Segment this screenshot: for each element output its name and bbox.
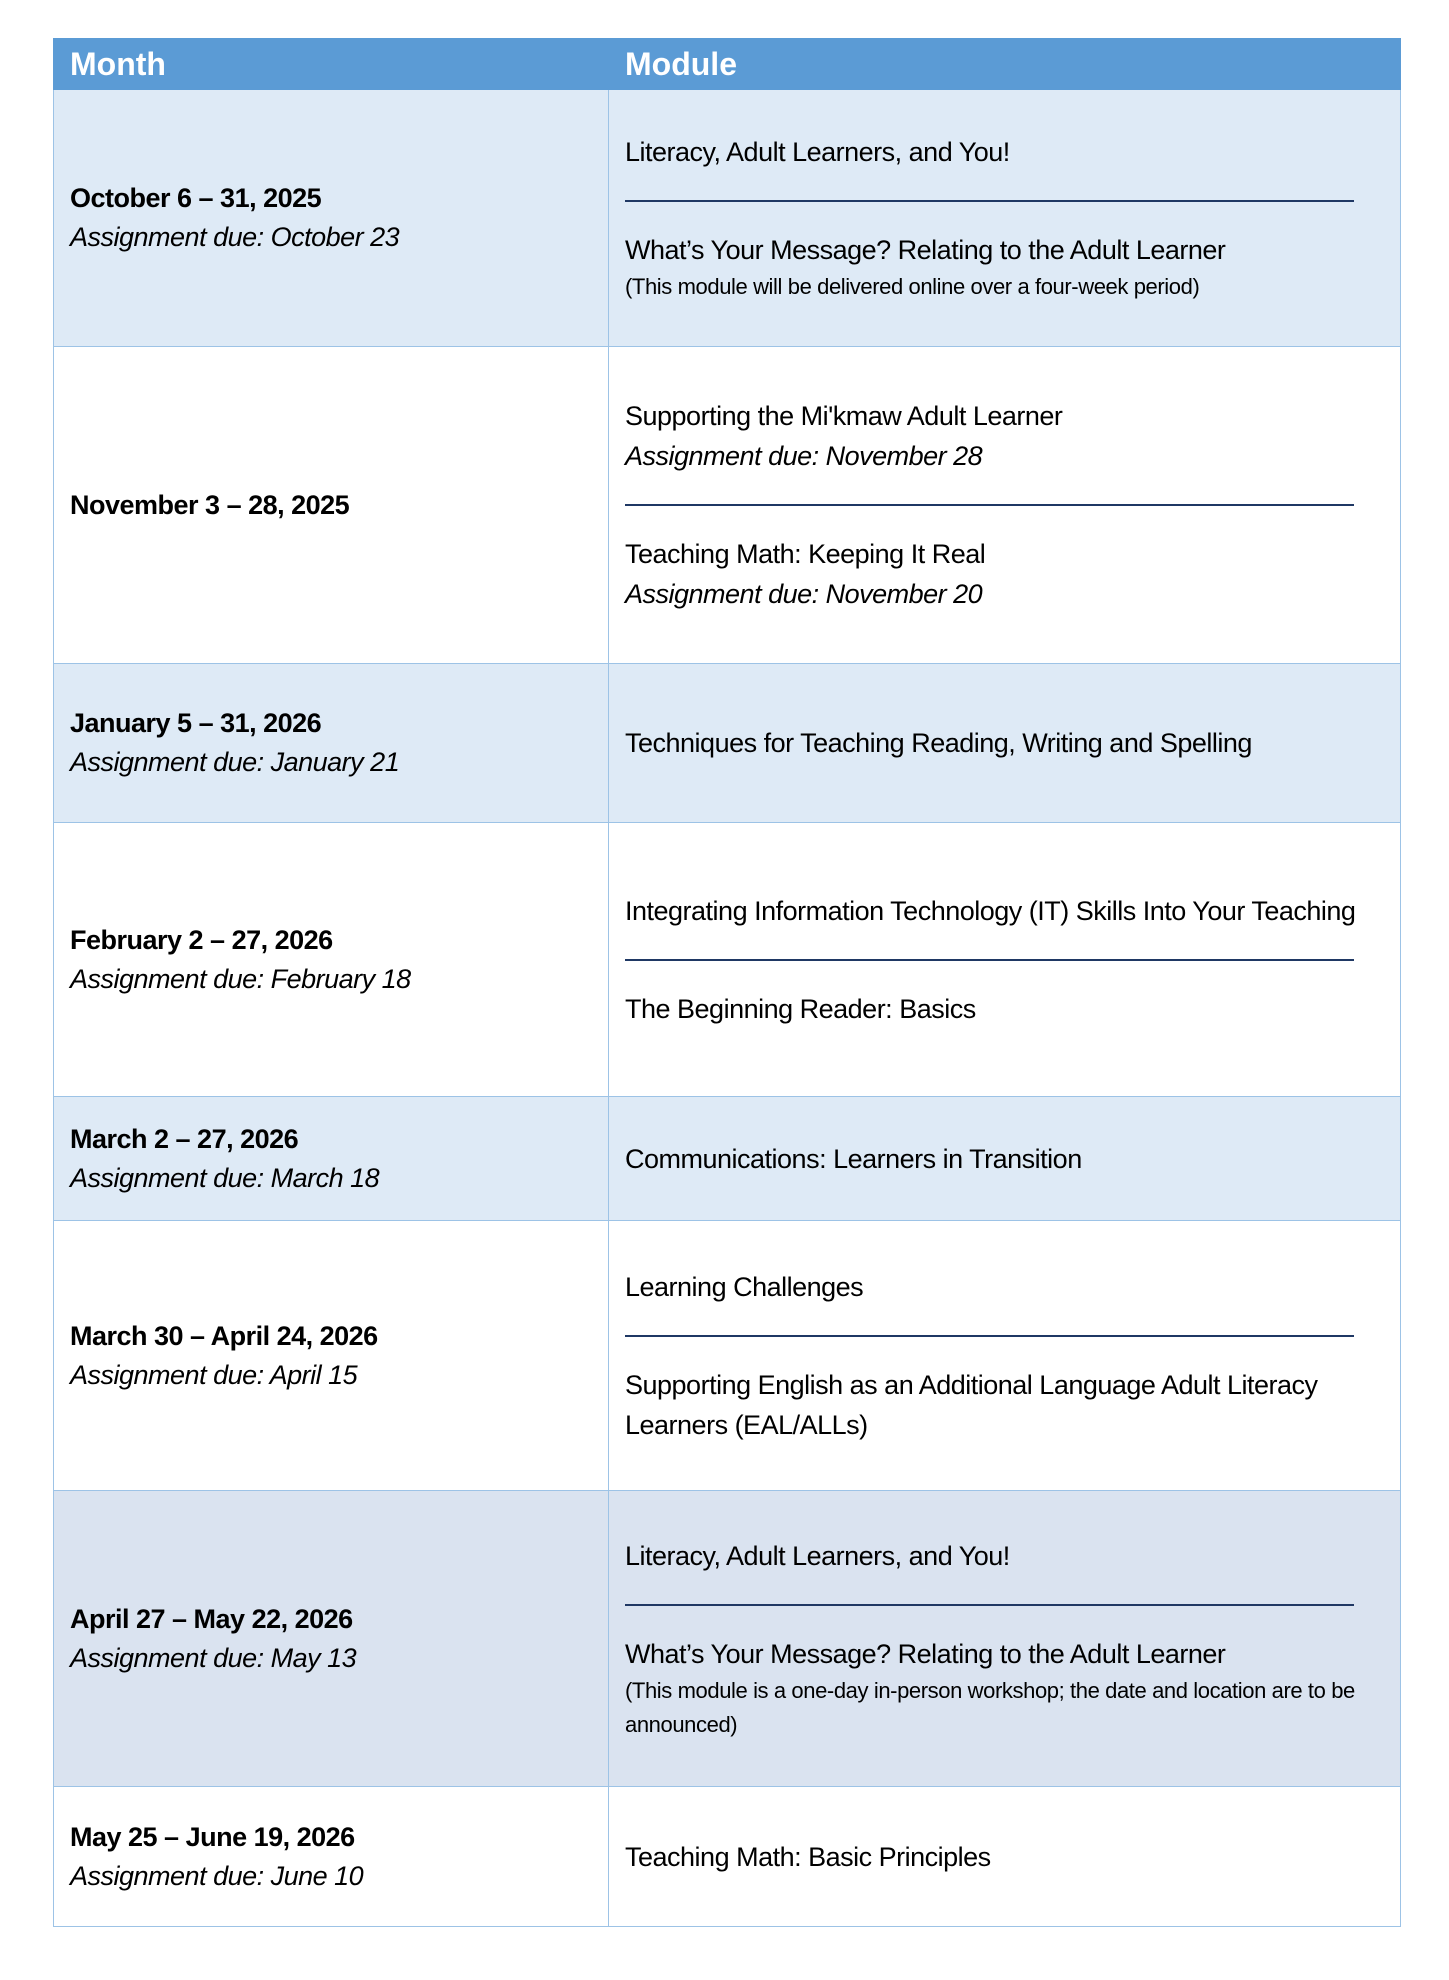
assignment-due: Assignment due: January 21 — [70, 747, 400, 777]
module-title: Teaching Math: Keeping It Real — [625, 539, 986, 569]
date-range: February 2 – 27, 2026 — [70, 924, 333, 955]
module-assignment-due: Assignment due: November 28 — [625, 441, 983, 471]
month-header: Month — [54, 39, 609, 90]
module-note: (This module will be delivered online over a four-week period) — [625, 274, 1200, 299]
module-title: What’s Your Message? Relating to the Adult Learner — [625, 235, 1226, 265]
assignment-due: Assignment due: April 15 — [70, 1359, 358, 1390]
month-cell — [54, 90, 609, 347]
table-row — [54, 90, 1401, 347]
module-cell — [609, 1097, 1401, 1221]
assignment-due: Assignment due: October 23 — [70, 222, 400, 252]
assignment-due: Assignment due: March 18 — [70, 1162, 380, 1193]
module-divider — [625, 1335, 1354, 1337]
table-row — [54, 1787, 1401, 1927]
module-cell — [609, 823, 1401, 1097]
module-divider — [625, 504, 1354, 506]
header-row — [54, 39, 1401, 90]
date-range: November 3 – 28, 2025 — [70, 489, 350, 520]
date-range: April 27 – May 22, 2026 — [70, 1603, 353, 1634]
module-header: Module — [609, 39, 1401, 90]
month-cell — [54, 1221, 609, 1491]
module-cell — [609, 1491, 1401, 1787]
module-cell — [609, 664, 1401, 823]
table-row — [54, 823, 1401, 1097]
table-row — [54, 1097, 1401, 1221]
table-row — [54, 347, 1401, 664]
module-cell — [609, 90, 1401, 347]
module-title: Supporting the Mi'kmaw Adult Learner — [625, 401, 1063, 431]
date-range: May 25 – June 19, 2026 — [70, 1821, 355, 1852]
date-range: October 6 – 31, 2025 — [70, 183, 322, 213]
module-title: Techniques for Teaching Reading, Writing and Spelling — [625, 728, 1252, 758]
module-assignment-due: Assignment due: November 20 — [625, 579, 983, 609]
module-divider — [625, 959, 1354, 961]
month-cell — [54, 664, 609, 823]
schedule-table — [53, 38, 1401, 1927]
module-title: Teaching Math: Basic Principles — [625, 1841, 991, 1872]
month-cell — [54, 823, 609, 1097]
table-row — [54, 1491, 1401, 1787]
month-cell — [54, 1097, 609, 1221]
module-title: The Beginning Reader: Basics — [625, 993, 976, 1024]
module-cell — [609, 347, 1401, 664]
module-title: Literacy, Adult Learners, and You! — [625, 1540, 1010, 1571]
module-title: Literacy, Adult Learners, and You! — [625, 137, 1010, 167]
module-title: Supporting English as an Additional Language Adult Literacy Learners (EAL/ALLs) — [625, 1369, 1318, 1440]
date-range: March 30 – April 24, 2026 — [70, 1320, 378, 1351]
table-row — [54, 664, 1401, 823]
date-range: January 5 – 31, 2026 — [70, 708, 322, 738]
month-cell — [54, 1491, 609, 1787]
month-cell — [54, 347, 609, 664]
module-title: Communications: Learners in Transition — [625, 1143, 1082, 1174]
module-note: (This module is a one-day in-person workshop; the date and location are to be announced) — [625, 1677, 1355, 1737]
month-cell — [54, 1787, 609, 1927]
assignment-due: Assignment due: May 13 — [70, 1642, 357, 1673]
module-divider — [625, 1604, 1354, 1606]
module-cell — [609, 1787, 1401, 1927]
assignment-due: Assignment due: February 18 — [70, 963, 411, 994]
table-row — [54, 1221, 1401, 1491]
module-divider — [625, 200, 1354, 202]
module-title: What’s Your Message? Relating to the Adult Learner — [625, 1638, 1226, 1669]
module-title: Learning Challenges — [625, 1271, 864, 1302]
module-cell — [609, 1221, 1401, 1491]
assignment-due: Assignment due: June 10 — [70, 1860, 364, 1891]
date-range: March 2 – 27, 2026 — [70, 1123, 299, 1154]
module-title: Integrating Information Technology (IT) Skills Into Your Teaching — [625, 895, 1356, 926]
